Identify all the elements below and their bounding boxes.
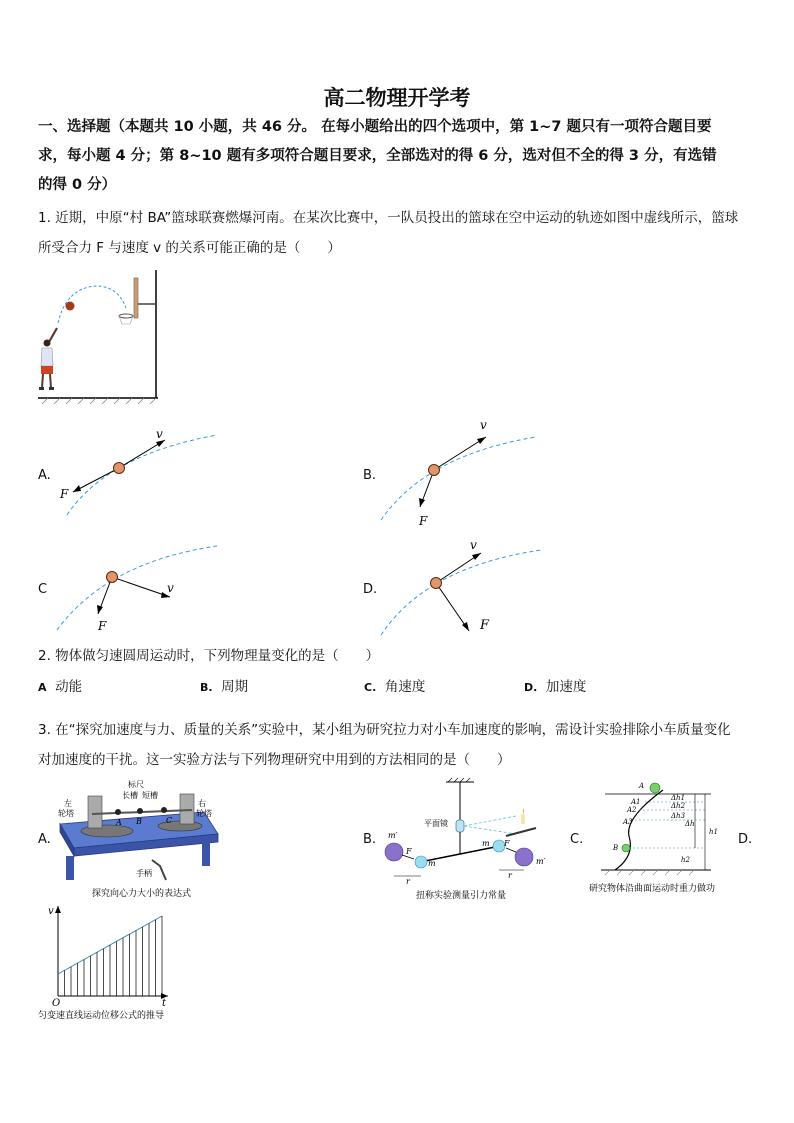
label-r-right: r [508, 871, 512, 880]
label-dh: Δh [685, 820, 695, 828]
q1-option-b-label[interactable]: B. [363, 468, 377, 483]
q1-option-c-label[interactable]: C [38, 582, 48, 597]
q3-line-2: 对加速度的干扰。这一实验方法与下列物理研究中用到的方法相同的是（ ） [38, 752, 511, 768]
q1-option-a-label[interactable]: A. [38, 468, 51, 483]
section-line-3: 的得 0 分） [38, 177, 117, 193]
label-a1: A1 [631, 798, 641, 806]
axis-v: v [48, 906, 54, 917]
label-b: B [613, 844, 619, 852]
q2-option-b[interactable] [200, 672, 350, 703]
q2-option-c-label: C. [364, 681, 377, 694]
label-mirror: 平面镜 [424, 819, 448, 828]
q2-option-c-text: 角速度 [384, 679, 426, 695]
page-title: 高二物理开学考 [323, 86, 471, 110]
label-c: C [166, 816, 173, 825]
q1-line-2: 所受合力 F 与速度 v 的关系可能正确的是（ ） [38, 240, 341, 256]
label-dh2: Δh2 [671, 802, 686, 810]
velocity-label: v [470, 538, 477, 552]
force-label: F [60, 487, 69, 501]
axis-t: t [162, 998, 167, 1009]
label-a2: A2 [627, 806, 637, 814]
velocity-label: v [156, 427, 163, 441]
q2-option-a-text: 动能 [55, 679, 83, 695]
label-h2: h2 [681, 856, 690, 864]
q3-option-c-caption: 研究物体沿曲面运动时重力做功 [589, 884, 716, 894]
q2-option-d-text: 加速度 [545, 679, 587, 695]
label-r-left: r [406, 877, 410, 886]
q1-option-d-diagram[interactable] [376, 535, 551, 640]
label-short-slot: 短槽 [142, 791, 158, 800]
section-instructions [38, 113, 758, 200]
q3-option-d-label[interactable]: D. [738, 832, 753, 847]
label-handle: 手柄 [136, 869, 152, 878]
q2-option-d[interactable] [524, 672, 674, 703]
q1-option-c-diagram[interactable] [52, 540, 227, 635]
q2-option-a-label: A [38, 681, 47, 694]
label-f-right: F [504, 839, 510, 848]
q3-option-c-diagram[interactable] [585, 778, 755, 898]
label-right-tower: 轮塔 [196, 809, 212, 818]
label-a: A [116, 818, 122, 827]
label-b: B [136, 817, 142, 826]
axis-origin: O [52, 998, 61, 1009]
q1-option-b-diagram[interactable] [376, 415, 546, 530]
q1-line-1: 1. 近期，中原“村 BA”篮球联赛燃爆河南。在某次比赛中，一队员投出的篮球在空中运动的轨迹如图中虚线所示，篮球 [38, 210, 739, 226]
label-right: 右 [198, 799, 206, 808]
question-3-stem [38, 715, 758, 775]
question-1-stem [38, 203, 758, 263]
q3-option-a-diagram[interactable] [52, 776, 222, 900]
label-a3: A3 [623, 818, 633, 826]
q3-option-b-diagram[interactable] [376, 776, 556, 904]
q1-option-a-diagram[interactable] [52, 420, 222, 525]
label-m-prime-right: m′ [536, 857, 546, 866]
label-m-right: m [482, 839, 490, 848]
question-2-stem: 2. 物体做匀速圆周运动时，下列物理量变化的是（ ） [38, 648, 380, 664]
q1-option-d-label[interactable]: D. [363, 582, 378, 597]
section-line-1: 一、选择题（本题共 10 小题，共 46 分。 在每小题给出的四个选项中，第 1~7 题只有一项符合题目要 [38, 119, 712, 135]
q3-option-a-caption: 探究向心力大小的表达式 [92, 889, 192, 899]
force-label: F [98, 619, 107, 633]
label-a: A [639, 782, 645, 790]
player-icon [39, 328, 57, 390]
q2-option-b-text: 周期 [221, 679, 249, 695]
label-h1: h1 [709, 828, 718, 836]
q3-option-b-caption: 扭称实验测量引力常量 [416, 891, 507, 901]
q2-option-c[interactable] [364, 672, 514, 703]
label-m-prime-left: m′ [388, 831, 398, 840]
label-left: 左 [64, 799, 72, 808]
force-label: F [480, 618, 490, 633]
q3-option-c-label[interactable]: C. [570, 832, 584, 847]
q2-option-d-label: D. [524, 681, 538, 694]
section-line-2: 求，每小题 4 分；第 8~10 题有多项符合题目要求，全部选对的得 6 分，选对但不全的得 3 分，有选错 [38, 148, 717, 164]
label-dh1: Δh1 [671, 794, 686, 802]
label-scale: 标尺 [128, 780, 144, 789]
force-label: F [419, 514, 428, 528]
basketball-court-figure [36, 268, 164, 404]
q3-option-a-label[interactable]: A. [38, 832, 51, 847]
q3-line-1: 3. 在“探究加速度与力、质量的关系”实验中，某小组为研究拉力对小车加速度的影响，需设计实验排除小车质量变化 [38, 722, 731, 738]
q3-option-d-caption: 匀变速直线运动位移公式的推导 [38, 1011, 165, 1021]
label-f-left: F [406, 847, 412, 856]
label-left-tower: 轮塔 [58, 809, 74, 818]
q3-option-b-label[interactable]: B. [363, 832, 377, 847]
q3-option-d-diagram[interactable] [38, 902, 208, 1024]
label-dh3: Δh3 [671, 812, 686, 820]
velocity-label: v [480, 418, 487, 432]
label-long-slot: 长槽 [122, 791, 138, 800]
label-m-left: m [428, 859, 436, 868]
q2-option-b-label: B. [200, 681, 213, 694]
velocity-label: v [167, 581, 174, 595]
